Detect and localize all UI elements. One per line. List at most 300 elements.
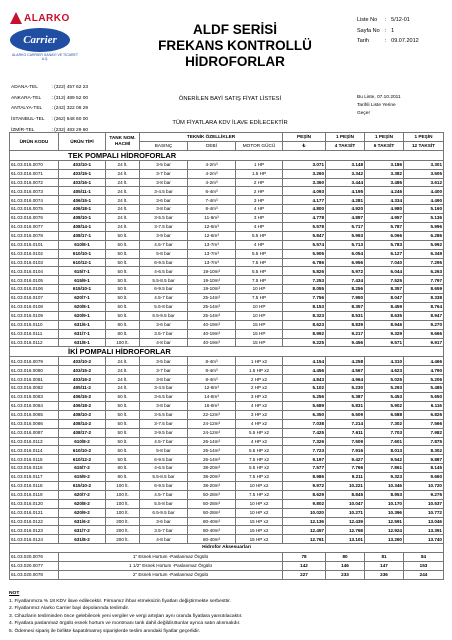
pressure: 3-6 bar — [140, 320, 188, 329]
accessory-name: 2" Esnek Hortum -Paslanmaz Örgülü — [59, 570, 283, 579]
price-cash: 7.756 — [283, 294, 326, 303]
motor-power: 15 HP x2 — [236, 526, 283, 535]
carrier-logo: Carrier — [10, 28, 70, 52]
flow: 24-12m³ — [188, 428, 236, 437]
flow: 38-20m³ — [188, 473, 236, 482]
table-row — [10, 205, 444, 214]
pressure: 4-6.5 bar — [140, 267, 188, 276]
price-cash: 7.326 — [283, 437, 326, 446]
flow: 80-40m³ — [188, 535, 236, 544]
product-code: 61.03.016.0076 — [10, 214, 59, 223]
flow: 12-8m³ — [188, 384, 236, 393]
motor-power: 5.5 HP — [236, 267, 283, 276]
price-4: 4.964 — [326, 375, 365, 384]
price-cash: 3.260 — [283, 169, 326, 178]
flow: 24-12m³ — [188, 419, 236, 428]
product-code: 61.03.016.0113 — [10, 437, 59, 446]
price-4: 9.456 — [326, 338, 365, 347]
section-title: TEK POMPALI HİDROFORLAR — [10, 150, 444, 160]
office-city: ANKARA-TEL — [11, 95, 42, 101]
flow: 8-4m³ — [188, 375, 236, 384]
price-12: 9.917 — [404, 338, 444, 347]
price-cash: 9.802 — [283, 499, 326, 508]
price-4: 146 — [326, 561, 365, 570]
product-code: 61.03.016.0119 — [10, 490, 59, 499]
table-row — [10, 366, 444, 375]
motor-power: 1.5 HP — [236, 169, 283, 178]
motor-power: 5.5 HP x2 — [236, 428, 283, 437]
flow: 25-14m³ — [188, 303, 236, 312]
product-code: 61.03.016.0108 — [10, 303, 59, 312]
office-phone: : (262) 648 60 00 — [51, 117, 89, 123]
price-4: 3.444 — [326, 178, 365, 187]
price-6: 236 — [365, 570, 404, 579]
price-12: 7.875 — [404, 437, 444, 446]
table-row — [10, 508, 444, 517]
flow: 19-10m³ — [188, 285, 236, 294]
price-cash: 7.723 — [283, 446, 326, 455]
price-cash: 142 — [283, 561, 326, 570]
tank-volume: 24 lt. — [106, 366, 140, 375]
price-4: 3.148 — [326, 160, 365, 169]
motor-power: 4 HP — [236, 223, 283, 232]
tank-volume: 24 lt. — [106, 384, 140, 393]
flow: 50-28m³ — [188, 499, 236, 508]
price-6: 8.953 — [365, 490, 404, 499]
price-cash: 8.323 — [283, 311, 326, 320]
flow: 80-40m³ — [188, 517, 236, 526]
price-12: 9.666 — [404, 329, 444, 338]
price-4: 9.211 — [326, 473, 365, 482]
motor-power: 15 HP x2 — [236, 535, 283, 544]
table-row — [10, 526, 444, 535]
office-city: İZMİR-TEL — [11, 127, 35, 133]
table-row — [10, 169, 444, 178]
price-cash: 9.972 — [283, 481, 326, 490]
pressure: 3-7.5 bar — [140, 419, 188, 428]
product-code: 61.03.016.0117 — [10, 473, 59, 482]
price-4: 12.768 — [326, 526, 365, 535]
product-code: 61.03.016.0070 — [10, 160, 59, 169]
price-4: 8.839 — [326, 320, 365, 329]
price-12: 6.286 — [404, 231, 444, 240]
price-cash: 12.457 — [283, 526, 326, 535]
price-cash: 78 — [283, 553, 326, 562]
pressure: 6-9.5 bar — [140, 258, 188, 267]
pressure: 3-8 bar — [140, 205, 188, 214]
motor-power: 1.5 HP x2 — [236, 366, 283, 375]
price-6: 7.601 — [365, 437, 404, 446]
product-code: 61.03.016.0072 — [10, 178, 59, 187]
office-phone: : (322) 457 62 23 — [51, 85, 89, 90]
price-4: 8.845 — [326, 490, 365, 499]
price-12: 9.660 — [404, 473, 444, 482]
product-type: 610/12-1 — [59, 258, 106, 267]
product-type: 610/8-1 — [59, 240, 106, 249]
price-12: 6.263 — [404, 267, 444, 276]
price-4: 3.342 — [326, 169, 365, 178]
price-6: 6.127 — [365, 249, 404, 258]
accessory-name: 1" Esnek Hortum -Paslanmaz Örgülü — [59, 553, 283, 562]
product-type: 405/11-1 — [59, 187, 106, 196]
product-code: 61.03.016.0104 — [10, 267, 59, 276]
product-code: 61.03.016.0086 — [10, 419, 59, 428]
pressure: 4.5-7 bar — [140, 240, 188, 249]
price-12: 7.982 — [404, 428, 444, 437]
price-cash: 7.253 — [283, 276, 326, 285]
price-12: 84 — [404, 553, 444, 562]
office-row — [11, 84, 93, 93]
price-12: 8.947 — [404, 311, 444, 320]
flow: 22-12m³ — [188, 410, 236, 419]
price-cash: 5.906 — [283, 249, 326, 258]
tank-volume: 80 lt. — [106, 320, 140, 329]
product-type: 403/16-1 — [59, 178, 106, 187]
price-4: 7.611 — [326, 428, 365, 437]
accessory-row — [10, 553, 444, 562]
pressure: 3-5.5 bar — [140, 214, 188, 223]
price-cash: 6.786 — [283, 258, 326, 267]
price-table — [9, 132, 444, 580]
price-6: 6.066 — [365, 231, 404, 240]
product-code: 61.03.020.0076 — [10, 553, 59, 562]
table-row — [10, 285, 444, 294]
table-row — [10, 393, 444, 402]
pressure: 3-7 bar — [140, 366, 188, 375]
table-row — [10, 490, 444, 499]
meta-label: Tarih — [357, 38, 369, 45]
price-12: 4.790 — [404, 366, 444, 375]
price-12: 10.537 — [404, 499, 444, 508]
price-4: 5.717 — [326, 223, 365, 232]
flow: 8-4m³ — [188, 205, 236, 214]
meta-separator: : — [384, 27, 387, 34]
col-header-p6: 1 PEŞİN — [365, 133, 404, 142]
table-row — [10, 338, 444, 347]
pressure: 3-8 bar — [140, 178, 188, 187]
tank-volume: 100 lt. — [106, 508, 140, 517]
tank-volume: 24 lt. — [106, 214, 140, 223]
price-4: 4.258 — [326, 357, 365, 366]
flow: 38-20m³ — [188, 464, 236, 473]
office-city: İSTANBUL-TEL — [11, 117, 45, 123]
note-line: Bu Liste, 07.10.2011 — [357, 95, 401, 100]
tank-volume: 50 lt. — [106, 294, 140, 303]
product-type: 403/10-1 — [59, 160, 106, 169]
price-12: 3.505 — [404, 169, 444, 178]
product-type: 610/10-1 — [59, 249, 106, 258]
product-type: 631/8-1 — [59, 338, 106, 347]
price-6: 4.246 — [365, 187, 404, 196]
table-row — [10, 320, 444, 329]
section-header — [10, 150, 444, 160]
price-4: 9.427 — [326, 455, 365, 464]
product-code: 61.03.016.0116 — [10, 464, 59, 473]
motor-power: 4 HP x2 — [236, 437, 283, 446]
pressure: 3-7 bar — [140, 169, 188, 178]
price-cash: 7.038 — [283, 419, 326, 428]
price-12: 7.797 — [404, 276, 444, 285]
tank-volume: 50 lt. — [106, 303, 140, 312]
motor-power: 1 HP x2 — [236, 357, 283, 366]
accessory-row — [10, 561, 444, 570]
table-row — [10, 437, 444, 446]
product-type: 406/15-1 — [59, 196, 106, 205]
pressure: 4-8 bar — [140, 535, 188, 544]
price-12: 13.046 — [404, 517, 444, 526]
pressure: 4-6.5 bar — [140, 464, 188, 473]
product-type: 405/11-2 — [59, 384, 106, 393]
col-header-12-installments: 12 TAKSİT — [404, 141, 444, 150]
motor-power: 4 HP — [236, 240, 283, 249]
table-row — [10, 419, 444, 428]
pressure: 4.5-7 bar — [140, 437, 188, 446]
product-code: 61.03.016.0087 — [10, 428, 59, 437]
pressure: 3-6 bar — [140, 517, 188, 526]
table-row — [10, 258, 444, 267]
tank-volume: 50 lt. — [106, 258, 140, 267]
meta-row — [357, 16, 422, 25]
tank-volume: 50 lt. — [106, 428, 140, 437]
pressure: 4.5-7 bar — [140, 294, 188, 303]
flow: 19-10m³ — [188, 276, 236, 285]
price-4: 5.387 — [326, 393, 365, 402]
product-code: 61.03.016.0071 — [10, 169, 59, 178]
price-12: 13.391 — [404, 526, 444, 535]
motor-power: 10 HP x2 — [236, 481, 283, 490]
price-6: 7.525 — [365, 276, 404, 285]
price-6: 9.323 — [365, 473, 404, 482]
price-4: 6.956 — [326, 258, 365, 267]
pressure: 4.5-7 bar — [140, 490, 188, 499]
tank-volume: 50 lt. — [106, 410, 140, 419]
office-phone: : (232) 483 29 60 — [51, 127, 89, 133]
pressure: 3-9.5 bar — [140, 428, 188, 437]
flow: 40-19m³ — [188, 329, 236, 338]
flow: 4-2m³ — [188, 169, 236, 178]
table-row — [10, 481, 444, 490]
meta-label: Liste No — [357, 17, 378, 23]
product-code: 61.03.020.0077 — [10, 561, 59, 570]
product-code: 61.03.016.0105 — [10, 276, 59, 285]
product-type: 620/7-1 — [59, 294, 106, 303]
col-header-type: ÜRÜN TİPİ — [59, 133, 106, 151]
price-4: 8.531 — [326, 311, 365, 320]
price-cash: 12.136 — [283, 517, 326, 526]
price-12: 10.720 — [404, 481, 444, 490]
tank-volume: 50 lt. — [106, 240, 140, 249]
price-12: 9.276 — [404, 490, 444, 499]
product-type: 631/8-2 — [59, 535, 106, 544]
flow: 26-14m³ — [188, 446, 236, 455]
price-6: 3.382 — [365, 169, 404, 178]
price-6: 5.453 — [365, 393, 404, 402]
price-4: 7.214 — [326, 419, 365, 428]
flow: 25-14m³ — [188, 311, 236, 320]
price-4: 5.831 — [326, 401, 365, 410]
price-12: 5.992 — [404, 240, 444, 249]
office-phones — [9, 82, 95, 138]
price-4: 5.713 — [326, 240, 365, 249]
pressure: 3-5 bar — [140, 357, 188, 366]
office-city: ANTALYA-TEL — [11, 106, 43, 112]
price-12: 4.466 — [404, 357, 444, 366]
product-code: 61.03.020.0078 — [10, 570, 59, 579]
table-row — [10, 499, 444, 508]
flow: 26-14m³ — [188, 437, 236, 446]
col-header-motor: MOTOR GÜCÜ — [236, 141, 283, 150]
price-6: 8.013 — [365, 446, 404, 455]
product-code: 61.03.016.0122 — [10, 517, 59, 526]
product-code: 61.03.016.0118 — [10, 481, 59, 490]
tank-volume: 50 lt. — [106, 285, 140, 294]
price-6: 4.623 — [365, 366, 404, 375]
product-type: 631/7-2 — [59, 526, 106, 535]
product-code: 61.03.016.0080 — [10, 366, 59, 375]
price-cash: 5.574 — [283, 240, 326, 249]
price-cash: 5.689 — [283, 401, 326, 410]
product-type: 403/15-1 — [59, 169, 106, 178]
product-type: 403/16-2 — [59, 375, 106, 384]
tank-volume: 80 lt. — [106, 473, 140, 482]
flow: 6-4m³ — [188, 187, 236, 196]
price-4: 7.766 — [326, 464, 365, 473]
table-row — [10, 214, 444, 223]
price-12: 8.302 — [404, 446, 444, 455]
product-code: 61.03.016.0111 — [10, 329, 59, 338]
price-12: 5.206 — [404, 375, 444, 384]
price-12: 8.659 — [404, 285, 444, 294]
product-type: 403/10-2 — [59, 357, 106, 366]
price-6: 9.571 — [365, 338, 404, 347]
pressure: 5.5-8.5 bar — [140, 473, 188, 482]
price-4: 9.217 — [326, 329, 365, 338]
brand-logo — [10, 12, 80, 62]
table-row — [10, 428, 444, 437]
title-line-2: FREKANS KONTROLLÜ HİDROFORLAR — [158, 38, 312, 69]
table-row — [10, 329, 444, 338]
col-header-flow: DEBİ — [188, 141, 236, 150]
table-row — [10, 249, 444, 258]
motor-power: 5.5 HP x2 — [236, 446, 283, 455]
note-item: 5. Ödemesi sipariş ile birlikte kapatılmamış siparişlerde teslim anındaki fiyatlar geçerlidir. — [9, 628, 201, 634]
table-row — [10, 517, 444, 526]
price-cash: 4.456 — [283, 366, 326, 375]
price-cash: 7.425 — [283, 428, 326, 437]
col-header-tech: TEKNİK ÖZELLİKLER — [140, 133, 283, 142]
product-code: 61.03.016.0123 — [10, 526, 59, 535]
flow: 40-19m³ — [188, 338, 236, 347]
office-row — [11, 116, 93, 125]
price-4: 10.047 — [326, 499, 365, 508]
motor-power: 7.5 HP — [236, 258, 283, 267]
pressure: 5.5-8 bar — [140, 499, 188, 508]
notes-title: NOT — [9, 591, 20, 596]
product-code: 61.03.016.0081 — [10, 375, 59, 384]
table-row — [10, 410, 444, 419]
price-cash: 4.154 — [283, 357, 326, 366]
price-4: 7.434 — [326, 276, 365, 285]
flow: 80-40m³ — [188, 526, 236, 535]
product-type: 408/10-2 — [59, 410, 106, 419]
tank-volume: 24 lt. — [106, 187, 140, 196]
meta-row — [357, 37, 422, 46]
flow: 4-2m³ — [188, 178, 236, 187]
flow: 16-8m³ — [188, 401, 236, 410]
product-type: 620/8-2 — [59, 499, 106, 508]
price-12: 13.740 — [404, 535, 444, 544]
motor-power: 3 HP x2 — [236, 393, 283, 402]
pressure: 3-5 bar — [140, 160, 188, 169]
price-12: 5.136 — [404, 214, 444, 223]
flow: 8-4m³ — [188, 357, 236, 366]
price-cash: 8.992 — [283, 329, 326, 338]
price-6: 13.260 — [365, 535, 404, 544]
motor-power: 7.5 HP x2 — [236, 490, 283, 499]
pressure: 5.5-8 bar — [140, 303, 188, 312]
motor-power: 4 HP x2 — [236, 419, 283, 428]
table-row — [10, 223, 444, 232]
price-4: 8.256 — [326, 285, 365, 294]
product-type: 406/18-2 — [59, 401, 106, 410]
product-type: 620/9-1 — [59, 311, 106, 320]
price-6: 4.980 — [365, 205, 404, 214]
table-row — [10, 401, 444, 410]
price-cash: 3.360 — [283, 178, 326, 187]
price-12: 8.145 — [404, 464, 444, 473]
tank-volume: 50 lt. — [106, 267, 140, 276]
price-4: 4.281 — [326, 196, 365, 205]
pressure: 6.5-9.5 bar — [140, 311, 188, 320]
tank-volume: 50 lt. — [106, 455, 140, 464]
meta-value: 5/12-01 — [391, 17, 410, 23]
price-6: 6.588 — [365, 410, 404, 419]
product-type: 620/7-2 — [59, 490, 106, 499]
tank-volume: 100 lt. — [106, 490, 140, 499]
table-row — [10, 294, 444, 303]
price-12: 8.764 — [404, 303, 444, 312]
motor-power: 7.5 HP — [236, 294, 283, 303]
table-row — [10, 231, 444, 240]
price-cash: 6.350 — [283, 410, 326, 419]
pressure: 3-4.5 bar — [140, 384, 188, 393]
price-cash: 8.623 — [283, 320, 326, 329]
product-code: 61.03.016.0085 — [10, 410, 59, 419]
flow: 50-28m³ — [188, 508, 236, 517]
tank-volume: 50 lt. — [106, 276, 140, 285]
product-code: 61.03.016.0120 — [10, 499, 59, 508]
motor-power: 3 HP — [236, 196, 283, 205]
col-header-6-installments: 6 TAKSİT — [365, 141, 404, 150]
motor-power: 10 HP x2 — [236, 499, 283, 508]
tank-volume: 50 lt. — [106, 401, 140, 410]
accessories-title: Hidrofor Aksesuarları — [10, 544, 444, 553]
pressure: 3.5-7 bar — [140, 526, 188, 535]
price-12: 5.160 — [404, 205, 444, 214]
pressure: 3-9 bar — [140, 231, 188, 240]
col-header-p12: 1 PEŞİN — [404, 133, 444, 142]
product-code: 61.03.016.0075 — [10, 205, 59, 214]
flow: 40-19m³ — [188, 320, 236, 329]
motor-power: 15 HP x2 — [236, 517, 283, 526]
motor-power: 7.5 HP — [236, 276, 283, 285]
tank-volume: 24 lt. — [106, 196, 140, 205]
tank-volume: 24 lt. — [106, 357, 140, 366]
tank-volume: 24 lt. — [106, 223, 140, 232]
pressure: 3-6 bar — [140, 196, 188, 205]
flow: 14-8m³ — [188, 393, 236, 402]
meta-separator: : — [384, 38, 387, 45]
